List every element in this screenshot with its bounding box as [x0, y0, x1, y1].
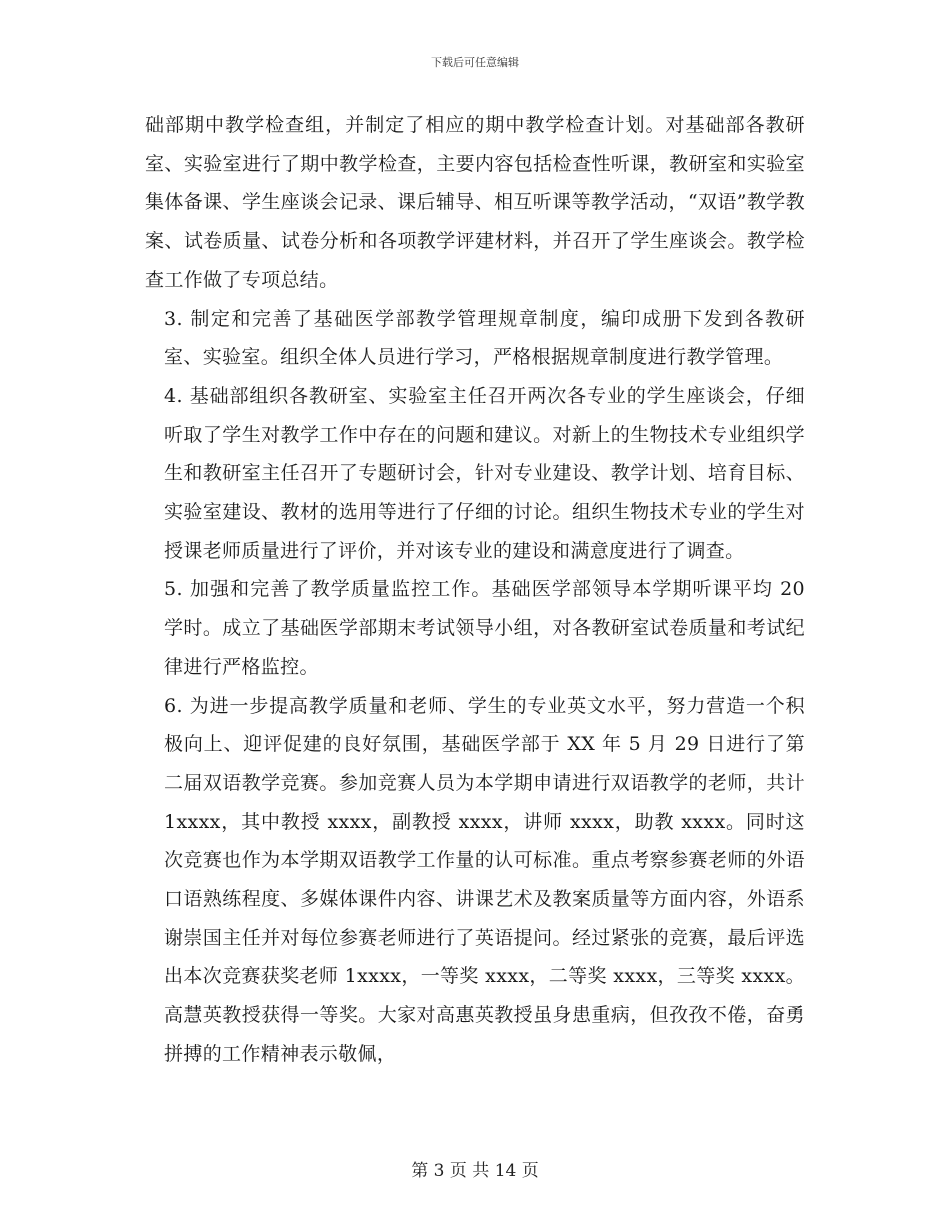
page-footer: 第 3 页 共 14 页 [411, 1161, 539, 1181]
paragraph-item-3: 3. 制定和完善了基础医学部教学管理规章制度，编印成册下发到各教研室、实验室。组织全体人员进行学习，严格根据规章制度进行教学管理。 [164, 307, 805, 369]
paragraph-item-5: 5. 加强和完善了教学质量监控工作。基础医学部领导本学期听课平均 20 学时。成立了基础医学部期末考试领导小组，对各教研室试卷质量和考试纪律进行严格监控。 [164, 578, 805, 678]
paragraph-item-6: 6. 为进一步提高教学质量和老师、学生的专业英文水平，努力营造一个积极向上、迎评促建的良好氛围，基础医学部于 XX 年 5 月 29 日进行了第二届双语教学竞赛。参加竞赛人员为本学期申请进行双语教学的老师，共计 1xxxx，其中教授 xxxx，副教授 xxxx，讲师 xxxx，助教 xxxx。同时这次竞赛也作为本学期双语教学工作量的认可标准。重点考察参赛老师的外语口语熟练程度、多媒体课件内容、讲课艺术及教案质量等方面内容，外语系谢崇国主任并对每位参赛老师进行了英语提问。经过紧张的竞赛，最后评选出本次竞赛获奖老师 1xxxx，一等奖 xxxx，二等奖 xxxx，三等奖 xxxx。高慧英教授获得一等奖。大家对高惠英教授虽身患重病，但孜孜不倦，奋勇拼搏的工作精神表示敬佩， [164, 694, 805, 1065]
paragraph-item-4: 4. 基础部组织各教研室、实验室主任召开两次各专业的学生座谈会，仔细听取了学生对教学工作中存在的问题和建议。对新上的生物技术专业组织学生和教研室主任召开了专题研讨会，针对专业建设、教学计划、培育目标、实验室建设、教材的选用等进行了仔细的讨论。组织生物技术专业的学生对授课老师质量进行了评价，并对该专业的建设和满意度进行了调查。 [164, 384, 805, 562]
document-body [145, 106, 805, 1074]
paragraph-continuation: 础部期中教学检查组，并制定了相应的期中教学检查计划。对基础部各教研室、实验室进行了期中教学检查，主要内容包括检查性听课，教研室和实验室集体备课、学生座谈会记录、课后辅导、相互听课等教学活动，“双语”教学教案、试卷质量、试卷分析和各项教学评建材料，并召开了学生座谈会。教学检查工作做了专项总结。 [145, 114, 805, 291]
page-header: 下载后可任意编辑 [431, 56, 519, 69]
